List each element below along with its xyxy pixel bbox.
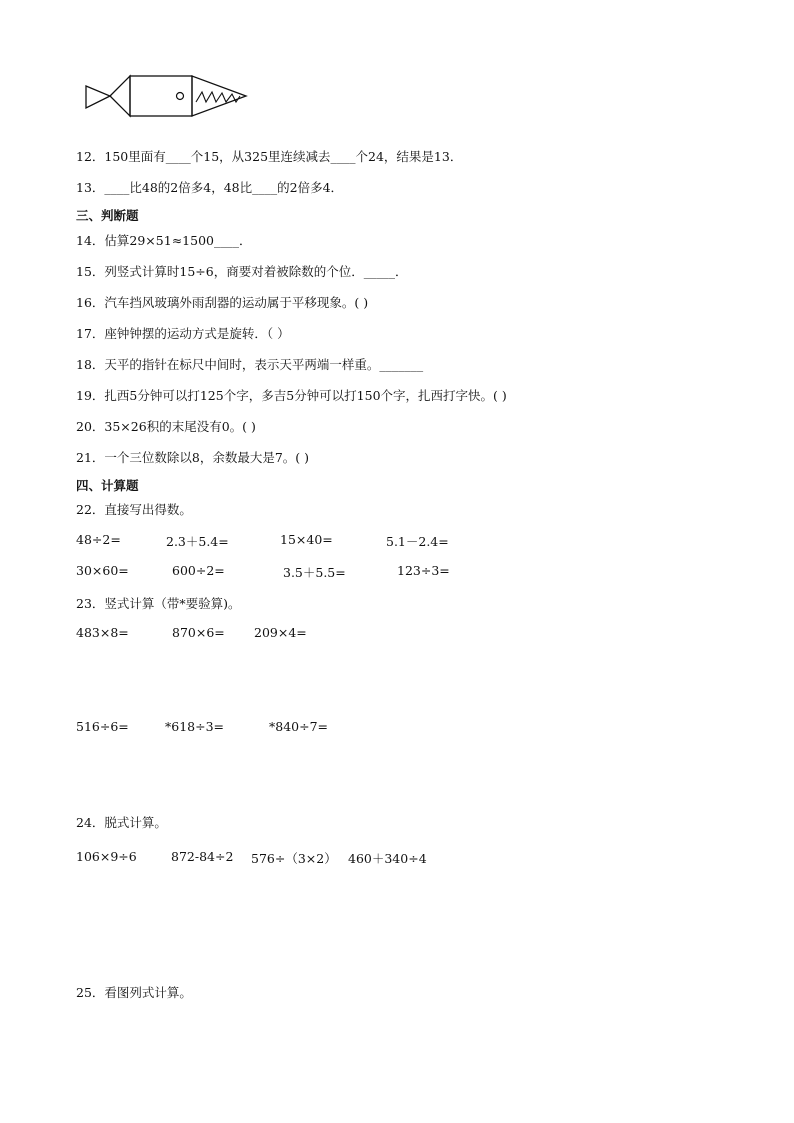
- question-16: 16．汽车挡风玻璃外雨刮器的运动属于平移现象。( ): [76, 295, 369, 310]
- question-19: 19．扎西5分钟可以打125个字，多吉5分钟可以打150个字，扎西打字快。( ): [76, 388, 507, 403]
- question-20: 20．35×26积的末尾没有0。( ): [76, 419, 256, 434]
- question-17: 17．座钟钟摆的运动方式是旋转．（ ）: [76, 326, 290, 341]
- question-14: 14．估算29×51≈1500____．: [76, 233, 252, 248]
- q23-item: 209×4=: [254, 625, 307, 640]
- q24-item: 576÷（3×2）: [251, 851, 337, 866]
- q22-item: 5.1－2.4=: [386, 534, 449, 549]
- fish-body: [130, 76, 192, 116]
- q22-item: 15×40=: [280, 532, 333, 547]
- q22-item: 3.5＋5.5=: [283, 565, 346, 580]
- question-12: 12．150里面有____个15，从325里连续减去____个24，结果是13．: [76, 149, 463, 164]
- q23-item: 870×6=: [172, 625, 225, 640]
- q22-item: 600÷2=: [172, 563, 225, 578]
- q22-item: 48÷2=: [76, 532, 121, 547]
- question-24: 24．脱式计算。: [76, 815, 167, 830]
- q23-item: *840÷7=: [269, 719, 329, 734]
- fish-figure: [84, 72, 254, 124]
- q24-item: 106×9÷6: [76, 849, 137, 864]
- question-22: 22．直接写出得数。: [76, 502, 192, 517]
- question-15: 15．列竖式计算时15÷6，商要对着被除数的个位．_____．: [76, 264, 408, 279]
- question-13: 13．____比48的2倍多4，48比____的2倍多4．: [76, 180, 344, 195]
- question-23: 23．竖式计算（带*要验算)。: [76, 596, 241, 611]
- q22-item: 123÷3=: [397, 563, 450, 578]
- question-25: 25．看图列式计算。: [76, 985, 192, 1000]
- fish-tail-small: [86, 86, 110, 108]
- q24-item: 872-84÷2: [171, 849, 234, 864]
- section-heading-calculation: 四、计算题: [76, 478, 139, 493]
- q24-item: 460＋340÷4: [348, 851, 427, 866]
- question-21: 21．一个三位数除以8，余数最大是7。( ): [76, 450, 310, 465]
- q22-item: 30×60=: [76, 563, 129, 578]
- q23-item: *618÷3=: [165, 719, 225, 734]
- fish-tail-large: [110, 76, 130, 116]
- q22-item: 2.3＋5.4=: [166, 534, 229, 549]
- q23-item: 516÷6=: [76, 719, 129, 734]
- section-heading-judgement: 三、判断题: [76, 208, 139, 223]
- q23-item: 483×8=: [76, 625, 129, 640]
- question-18: 18．天平的指针在标尺中间时，表示天平两端一样重。_______: [76, 357, 424, 372]
- fish-eye: [177, 93, 184, 100]
